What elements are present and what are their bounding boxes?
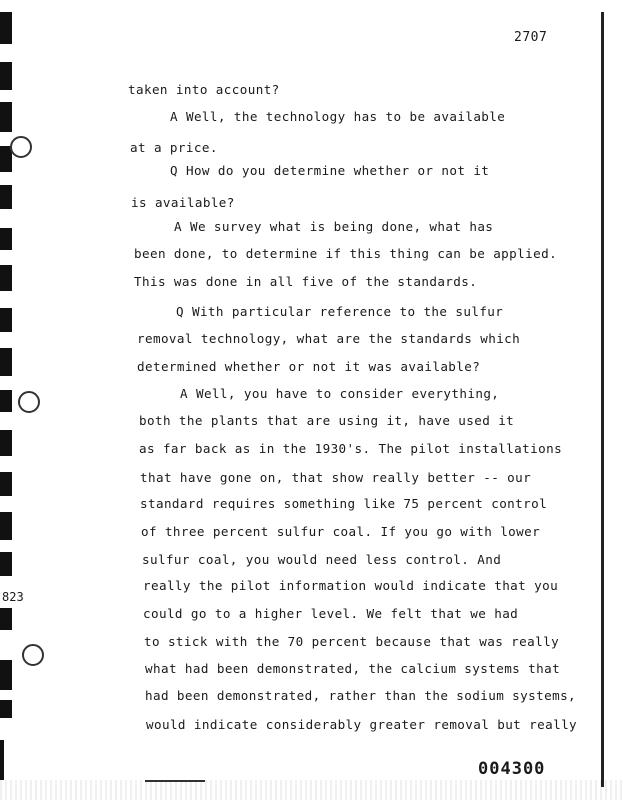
transcript-line: A We survey what is being done, what has — [174, 219, 494, 234]
binding-mark — [0, 740, 4, 780]
transcript-line: This was done in all five of the standards. — [134, 274, 478, 289]
punch-hole — [22, 644, 44, 666]
binding-mark — [0, 512, 12, 540]
transcript-line: standard requires something like 75 percent control — [140, 496, 548, 511]
binding-mark — [0, 308, 12, 332]
transcript-line: as far back as in the 1930's. The pilot installations — [139, 441, 563, 456]
transcript-line: had been demonstrated, rather than the sodium systems, — [145, 688, 577, 703]
transcript-line: determined whether or not it was available? — [137, 359, 481, 374]
transcript-line: A Well, the technology has to be available — [170, 109, 506, 124]
binding-mark — [0, 660, 12, 690]
margin-line-number: 823 — [2, 590, 24, 604]
document-number: 004300 — [478, 759, 546, 779]
punch-hole — [10, 136, 32, 158]
binding-mark — [0, 700, 12, 718]
transcript-line: really the pilot information would indicate that you — [143, 578, 559, 593]
transcript-line: Q With particular reference to the sulfur — [176, 304, 504, 319]
transcript-line: could go to a higher level. We felt that we had — [143, 606, 519, 621]
binding-mark — [0, 12, 12, 44]
binding-mark — [0, 348, 12, 376]
binding-mark — [0, 552, 12, 576]
transcript-line: taken into account? — [128, 82, 280, 97]
binding-mark — [0, 102, 12, 132]
transcript-line: both the plants that are using it, have used it — [139, 413, 515, 428]
transcript-line: that have gone on, that show really better -- our — [140, 470, 532, 485]
binding-mark — [0, 472, 12, 496]
binding-mark — [0, 228, 12, 250]
binding-mark — [0, 390, 12, 412]
binding-mark — [0, 430, 12, 456]
page-number: 2707 — [514, 30, 548, 45]
transcript-line: A Well, you have to consider everything, — [180, 386, 500, 401]
binding-mark — [0, 265, 12, 291]
transcript-line: to stick with the 70 percent because that was really — [144, 634, 560, 649]
transcript-line: of three percent sulfur coal. If you go with lower — [141, 524, 541, 539]
transcript-line: removal technology, what are the standards which — [137, 331, 521, 346]
punch-hole — [18, 391, 40, 413]
transcript-line: sulfur coal, you would need less control. And — [142, 552, 502, 567]
transcript-line: at a price. — [130, 140, 218, 155]
binding-mark — [0, 62, 12, 90]
binding-mark — [0, 185, 12, 209]
scan-noise — [0, 780, 623, 800]
transcript-line: Q How do you determine whether or not it — [170, 163, 490, 178]
transcript-line: been done, to determine if this thing can be applied. — [134, 246, 558, 261]
right-margin-rule — [601, 12, 604, 787]
binding-mark — [0, 608, 12, 630]
transcript-line: is available? — [131, 195, 235, 210]
transcript-line: what had been demonstrated, the calcium systems that — [145, 661, 561, 676]
transcript-line: would indicate considerably greater removal but really — [146, 717, 578, 732]
